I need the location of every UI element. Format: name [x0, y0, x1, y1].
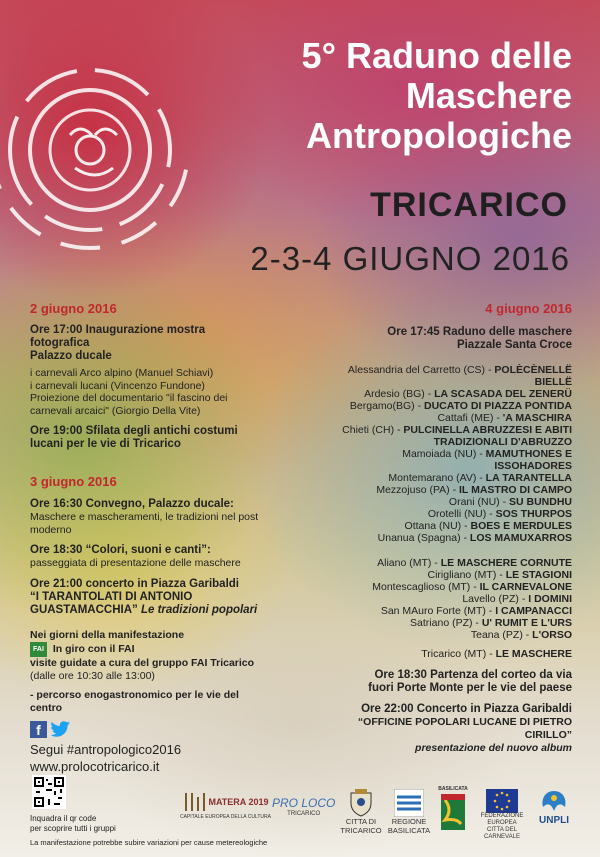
group-place: Ottana (NU) -	[404, 520, 468, 532]
matera-subtitle: CAPITALE EUROPEA DELLA CULTURA	[180, 814, 271, 820]
tricarico-group	[272, 648, 572, 660]
day2-event1-place: Palazzo ducale	[30, 350, 112, 362]
group-name: IL MASTRO DI CAMPO	[459, 484, 572, 496]
day2-event1-desc2: i carnevali lucani (Vincenzo Fundone)	[30, 379, 205, 392]
qr-code-image[interactable]	[32, 775, 66, 809]
group-name: DUCATO DI PIAZZA PONTIDA	[424, 400, 572, 412]
day4-e2-line1: Ore 18:30 Partenza del corteo da via	[374, 669, 572, 681]
day2-event1-desc4: carnevali arcaici" (Giorgio Della Vite)	[30, 404, 201, 417]
basilicata-logo	[436, 785, 470, 830]
group-place: San MAuro Forte (MT) -	[380, 605, 493, 617]
fed-line2: EUROPEA	[487, 820, 517, 826]
day4-e1-line1: Ore 17:45 Raduno delle maschere	[387, 326, 572, 338]
matera-logo	[180, 791, 271, 822]
title-line-3: Antropologiche	[306, 115, 572, 156]
day2-event2-line1: Ore 19:00 Sfilata degli antichi costumi	[30, 425, 238, 437]
day3-e3-line3	[30, 604, 300, 617]
day4-e1-line2: Piazzale Santa Croce	[456, 339, 572, 351]
group-name: POLÈCÈNELLË	[494, 364, 572, 376]
proloco-text: PRO LOCO	[272, 796, 336, 810]
tricarico-place: Tricarico (MT) -	[421, 648, 493, 660]
group-row	[272, 472, 572, 484]
group-row	[272, 617, 572, 629]
extras-section	[30, 629, 300, 715]
group-place: Teana (PZ) -	[470, 629, 530, 641]
group-name: SOS THURPOS	[495, 508, 572, 520]
federazione-logo	[474, 789, 530, 841]
day3-e2-title: Ore 18:30 “Colori, suoni e canti”:	[30, 544, 211, 556]
unpli-logo	[534, 789, 574, 826]
tricarico-name: LE MASCHERE	[495, 648, 572, 660]
day2-event1-desc1: i carnevali Arco alpino (Manuel Schiavi)	[30, 367, 214, 379]
extras-line1: Nei giorni della manifestazione	[30, 629, 185, 641]
facebook-icon[interactable]: f	[30, 721, 47, 738]
group-name: LE STAGIONI	[505, 569, 572, 581]
group-place: Aliano (MT) -	[377, 557, 438, 569]
day4-heading: 4 giugno 2016	[485, 301, 572, 316]
regione-basilicata-logo	[386, 789, 432, 835]
group-place: Lavello (PZ) -	[462, 593, 526, 605]
group-name: SU BUNDHU	[509, 496, 572, 508]
day2-section	[30, 301, 290, 451]
groups-list	[272, 364, 572, 544]
day4-e3-line2: “OFFICINE POPOLARI LUCANE DI PIETRO	[357, 716, 572, 728]
group-place: Cirigliano (MT) -	[427, 569, 503, 581]
title-line-1: 5° Raduno delle	[301, 35, 572, 76]
proloco-logo	[272, 796, 335, 819]
day3-heading: 3 giugno 2016	[30, 474, 117, 489]
day4-e3-line3: CIRILLO”	[524, 729, 572, 741]
day3-e1-desc2: moderno	[30, 523, 72, 536]
day3-e1-title: Ore 16:30 Convegno, Palazzo ducale:	[30, 498, 234, 510]
group-name: ISSOHADORES	[494, 460, 572, 472]
day4-e3-line4: presentazione del nuovo album	[415, 742, 572, 754]
group-name: I CAMPANACCI	[495, 605, 572, 617]
day4-e2	[272, 669, 572, 695]
group-name: U' RUMIT E L'URS	[481, 617, 572, 629]
day3-e1-desc1: Maschere e mascheramenti, le tradizioni nel post	[30, 511, 259, 523]
group-row	[272, 448, 572, 460]
group-row	[272, 484, 572, 496]
group-name: LOS MAMUXARROS	[469, 532, 572, 544]
qr-caption-line1: Inquadra il qr code	[30, 814, 97, 823]
basilicata-icon	[441, 794, 465, 830]
group-place: Alessandria del Carretto (CS) -	[347, 364, 492, 376]
regione-icon	[394, 789, 424, 817]
website-link[interactable]: www.prolocotricarico.it	[30, 759, 160, 774]
twitter-icon[interactable]	[51, 721, 71, 738]
day2-event1-title: Ore 17:00 Inaugurazione mostra	[30, 324, 206, 336]
day2-heading: 2 giugno 2016	[30, 301, 117, 316]
group-row	[272, 508, 572, 520]
qr-caption	[30, 814, 116, 833]
group-name: 'A MASCHIRA	[502, 412, 572, 424]
coat-of-arms-icon	[349, 789, 373, 817]
event-title	[302, 36, 572, 156]
group-row	[272, 581, 572, 593]
group-name: BIELLË	[534, 376, 572, 388]
group-name: PULCINELLA ABRUZZESI E ABITI	[403, 424, 572, 436]
citta-line1: CITTA DI	[345, 817, 377, 826]
day2-event1-desc3: Proiezione del documentario "il fascino dei	[30, 392, 228, 404]
group-name: TRADIZIONALI D'ABRUZZO	[433, 436, 572, 448]
group-row	[272, 605, 572, 617]
group-row	[272, 376, 572, 388]
hashtag-text: Segui #antropologico2016	[30, 742, 182, 757]
group-row	[272, 557, 572, 569]
event-dates: 2-3-4 GIUGNO 2016	[250, 240, 570, 277]
extras-fai-row	[30, 642, 300, 657]
group-row	[272, 532, 572, 544]
group-row	[272, 520, 572, 532]
group-row	[272, 364, 572, 376]
day4-e3-line1: Ore 22:00 Concerto in Piazza Garibaldi	[361, 703, 572, 715]
matera-text: MATERA 2019	[208, 797, 269, 807]
group-row	[272, 436, 572, 448]
title-line-2: Maschere	[405, 75, 572, 116]
mask-spiral-logo	[0, 40, 190, 270]
group-name: IL CARNEVALONE	[479, 581, 572, 593]
day2-event2-line2: lucani per le vie di Tricarico	[30, 438, 181, 450]
group-place: Mezzojuso (PA) -	[376, 484, 457, 496]
group-row	[272, 629, 572, 641]
group-place: Bergamo(BG) -	[349, 400, 422, 412]
citta-tricarico-logo	[338, 789, 384, 835]
extras-line3: visite guidate a cura del gruppo FAI Tricarico	[30, 657, 255, 669]
group-name: I DOMINI	[528, 593, 572, 605]
group-name: LA SCASADA DEL ZENERÜ	[434, 388, 572, 400]
matera-icon	[182, 791, 208, 813]
group-place: Montemarano (AV) -	[388, 472, 483, 484]
fed-line3: CITTA DEL CARNEVALE	[484, 827, 520, 840]
day4-e2-line2: fuori Porte Monte per le vie del paese	[368, 682, 572, 694]
social-icons	[30, 721, 71, 738]
group-place: Ardesio (BG) -	[364, 388, 432, 400]
group-place: Orani (NU) -	[448, 496, 507, 508]
group-place: Mamoiada (NU) -	[402, 448, 483, 460]
group-name: LA TARANTELLA	[485, 472, 572, 484]
group-row	[272, 460, 572, 472]
qr-caption-line2: per scoprire tutti i gruppi	[30, 823, 116, 833]
day3-e3-subtitle: Le tradizioni popolari	[140, 603, 258, 616]
extras-line2: In giro con il FAI	[52, 643, 135, 655]
group-place: Orotelli (NU) -	[427, 508, 493, 520]
day3-section	[30, 474, 300, 617]
local-groups-list	[272, 557, 572, 641]
extras-line4: (dalle ore 10:30 alle 13:00)	[30, 670, 155, 682]
day3-e3-line2: “I TARANTOLATI DI ANTONIO	[30, 590, 193, 603]
extras-line5: - percorso enogastronomico per le vie del	[30, 688, 239, 701]
group-place: Montescaglioso (MT) -	[372, 581, 477, 593]
day4-section	[272, 301, 572, 352]
regione-line1: REGIONE	[391, 817, 427, 826]
group-row	[272, 400, 572, 412]
group-place: Satriano (PZ) -	[410, 617, 479, 629]
eu-flag-icon	[486, 789, 518, 813]
group-place: Cattafi (ME) -	[437, 412, 500, 424]
unpli-icon	[539, 789, 569, 815]
day2-event1-title2: fotografica	[30, 337, 90, 349]
citta-line2: TRICARICO	[340, 826, 382, 835]
group-row	[272, 412, 572, 424]
weather-disclaimer: La manifestazione potrebbe subire variazioni per cause metereologiche	[30, 838, 268, 847]
group-row	[272, 424, 572, 436]
group-name: L'ORSO	[532, 629, 572, 641]
group-place: Unanua (Spagna) -	[377, 532, 467, 544]
city-name: TRICARICO	[370, 186, 568, 224]
fai-logo-icon: FAI	[30, 642, 47, 657]
group-row	[272, 388, 572, 400]
group-row	[272, 569, 572, 581]
day3-e2-desc: passeggiata di presentazione delle maschere	[30, 557, 241, 569]
day4-e3	[272, 703, 572, 755]
proloco-subtitle: TRICARICO	[287, 811, 321, 817]
group-name: BOES E MERDULES	[470, 520, 572, 532]
fed-line1: FEDERAZIONE	[480, 813, 524, 819]
group-name: LE MASCHERE CORNUTE	[440, 557, 572, 569]
day3-e3-title: Ore 21:00 concerto in Piazza Garibaldi	[30, 577, 239, 590]
group-place: Chieti (CH) -	[342, 424, 401, 436]
day3-e3-performer: GUASTAMACCHIA”	[30, 603, 138, 616]
unpli-text: UNPLI	[539, 815, 569, 826]
basilicata-text: BASILICATA	[438, 786, 468, 792]
group-row	[272, 593, 572, 605]
regione-line2: BASILICATA	[387, 826, 431, 835]
group-name: MAMUTHONES E	[485, 448, 572, 460]
group-row	[272, 496, 572, 508]
extras-line6: centro	[30, 701, 63, 714]
